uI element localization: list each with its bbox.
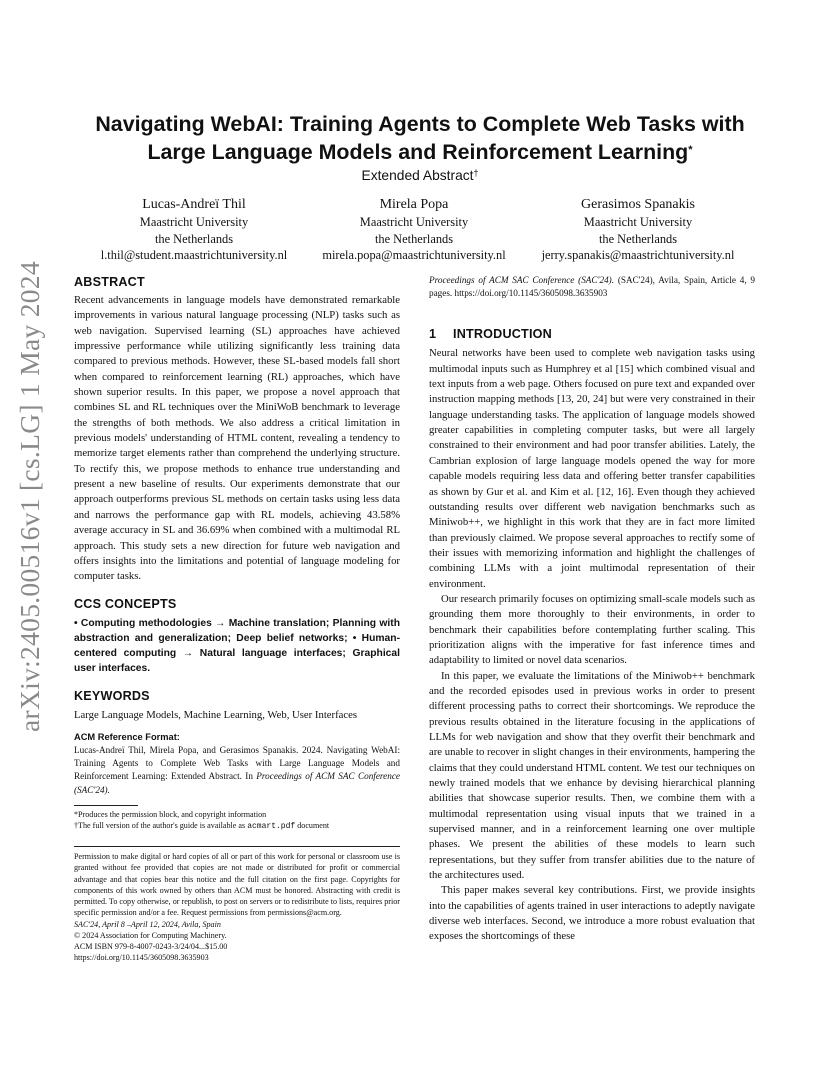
author-block-1 — [72, 196, 316, 264]
introduction-heading: 1 INTRODUCTION — [429, 327, 552, 342]
author-affiliation: Maastricht University — [359, 215, 469, 229]
acm-reference-text: Lucas-Andreï Thil, Mirela Popa, and Gerasimos Spanakis. 2024. Navigating WebAI: Training Agents to Complete Web Tasks with Large Language Models and Reinforcement Learning: Extended Abstract. In Proceedings of ACM SAC Conference (SAC'24). — [74, 745, 400, 795]
keywords-heading: KEYWORDS — [74, 688, 150, 703]
intro-paragraph-1: Neural networks have been used to complete web navigation tasks using multimodal inputs such as Humphrey et al [15] which combined visual and text inputs from a web page. Others focused on pure text and expanded over instruction mapping methods [13, 20, 24] but were very constrained in their language understanding tasks. The application of language models showed greater capabilities in completing computer tasks, but were all largely constrained to their environment and had poor transfer abilities. Lately, the Cambrian explosion of large language models opened the way for more capable models requiring less data and offering better transfer capabilities as shown by Gur et al. and Kim et al. [12, 16]. Even though they achieved outstanding results over different web navigation benchmarks such as Miniwob++, we highlight in this work that they are in fact more limited than previously claimed. We propose several approaches to rectify some of their issues with memorizing information and highlight the challenges of combining LLMs with a joint multimodal representation of their environment. — [429, 347, 755, 590]
acm-reference-continued: Proceedings of ACM SAC Conference (SAC'24). (SAC'24), Avila, Spain, Article 4, 9 pages. https://doi.org/10.1145/3605098.3635903 — [429, 275, 756, 299]
author-name: Mirela Popa — [379, 197, 449, 212]
title-line-1: Navigating WebAI: Training Agents to Complete Web Tasks with — [95, 112, 745, 136]
isbn-line: ACM ISBN 979-8-4007-0243-3/24/04...$15.00 — [74, 941, 228, 951]
intro-paragraph-2: Our research primarily focuses on optimizing small-scale models such as grounding them more thoroughly to their environments, in order to benchmark their capabilities before contemplating further scaling. This prioritization aligns with the imperative for fast inference times and adaptability to limited or novel data scenarios. — [429, 592, 755, 667]
author-email: mirela.popa@maastrichtuniversity.nl — [322, 248, 506, 262]
permission-block: Permission to make digital or hard copies of all or part of this work for personal or classroom use is granted without fee provided that copies are not made or distributed for profit or commercial advantage and that copies bear this notice and the full citation on the first page. Copyrights for components of this work owned by others than ACM must be honored. Abstracting with credit is permitted. To copy otherwise, or republish, to post on servers or to redistribute to lists, requires prior specific permission and/or a fee. Request permissions from permissions@acm.org. — [74, 852, 400, 918]
paper-title — [60, 110, 780, 166]
doi-link[interactable]: https://doi.org/10.1145/3605098.3635903 — [74, 953, 209, 963]
title-footnote-mark: * — [688, 144, 693, 156]
author-email: jerry.spanakis@maastrichtuniversity.nl — [541, 248, 735, 262]
footnote-2: †The full version of the author's guide is available as acmart.pdf document — [74, 821, 330, 832]
author-affiliation: Maastricht University — [139, 215, 249, 229]
arxiv-identifier: arXiv:2405.00516v1 [cs.LG] 1 May 2024 — [14, 261, 45, 732]
permission-divider — [74, 846, 400, 847]
ccs-heading: CCS CONCEPTS — [74, 596, 177, 611]
footnote-divider — [74, 805, 138, 806]
paper-subtitle: Extended Abstract† — [361, 168, 479, 183]
left-column — [74, 274, 400, 963]
footnote-1: *Produces the permission block, and copyright information — [74, 809, 267, 819]
author-country: the Netherlands — [598, 231, 678, 246]
author-affiliation: Maastricht University — [583, 215, 693, 229]
acm-reference-heading: ACM Reference Format: — [74, 732, 180, 743]
abstract-text: Recent advancements in language models have demonstrated remarkable improvements in various natural language processing (NLP) tasks such as web navigation. Supervised learning (SL) approaches have achieved impressive performance while utilizing significantly less training data compared to previous methods. However, these SL-based models fall short when compared to reinforcement learning (RL) approaches, which have shown superior results. In this paper, we propose a novel approach that combines SL and RL techniques over the MiniWoB benchmark to leverage the strengths of both methods. We also address a critical limitation in previous models' understanding of HTML content, revealing a tendency to memorize target elements rather than comprehend the underlying structure. To rectify this, we propose methods to enhance true understanding and present a new baseline of results. Our experiments demonstrate that our approach outperforms previous SL methods on certain tasks using less data and narrows the performance gap with RL models, achieving 43.58% average accuracy in SL and 36.69% when combined with a multimodal RL approach. This study sets a new direction for future web navigation and offers insights into the limitations and potential of language modeling for computer tasks. — [74, 294, 400, 583]
intro-paragraph-4: This paper makes several key contributions. First, we provide insights into the capabilities of agents trained in user interactions to adeptly navigate diverse web interfaces. Second, we introduce a more robust evaluation that exposes the shortcomings of these — [429, 884, 755, 943]
keywords-text: Large Language Models, Machine Learning, Web, User Interfaces — [74, 708, 358, 721]
ccs-text: • Computing methodologies → Machine translation; Planning with abstraction and generalization; Deep belief networks; • Human-centered computing → Natural language interfaces; Graphical user interfaces. — [74, 617, 400, 675]
subtitle-footnote-mark: † — [473, 168, 479, 178]
intro-paragraph-3: In this paper, we evaluate the limitations of the Miniwob++ benchmark and the recorded episodes used in previous works in order to present different processing paths to correct their shortcomings. We reproduce the previous results obtained in the literature focusing in the applications of LLMs for web navigation and show that they overfit their benchmark and are unable to recover in slight changes in their environments, hampering the claims that they could understand HTML content. We test our techniques on newly trained models that we enhance by devising hierarchical planning abilities that showcase superior results. Then, we combine them with a multimodal representation using visual inputs that we trained in a supervised manner, and in a reinforcement learning one over multiple phases. We present the abilities of these models to learn such representations, but they suffer from transfer abilities due to the nature of the architectures used. — [429, 669, 755, 882]
author-block-2 — [292, 196, 536, 264]
abstract-heading: ABSTRACT — [74, 275, 145, 289]
author-name: Gerasimos Spanakis — [581, 197, 695, 212]
conference-info: SAC'24, April 8 –April 12, 2024, Avila, Spain — [74, 919, 221, 929]
author-name: Lucas-Andreï Thil — [142, 197, 246, 212]
right-column — [429, 274, 755, 945]
title-line-2: Large Language Models and Reinforcement Learning* — [147, 140, 693, 164]
copyright-line: © 2024 Association for Computing Machinery. — [74, 930, 227, 940]
author-email: l.thil@student.maastrichtuniversity.nl — [100, 248, 288, 262]
author-country: the Netherlands — [154, 231, 234, 246]
author-block-3 — [516, 196, 760, 264]
author-country: the Netherlands — [374, 231, 454, 246]
